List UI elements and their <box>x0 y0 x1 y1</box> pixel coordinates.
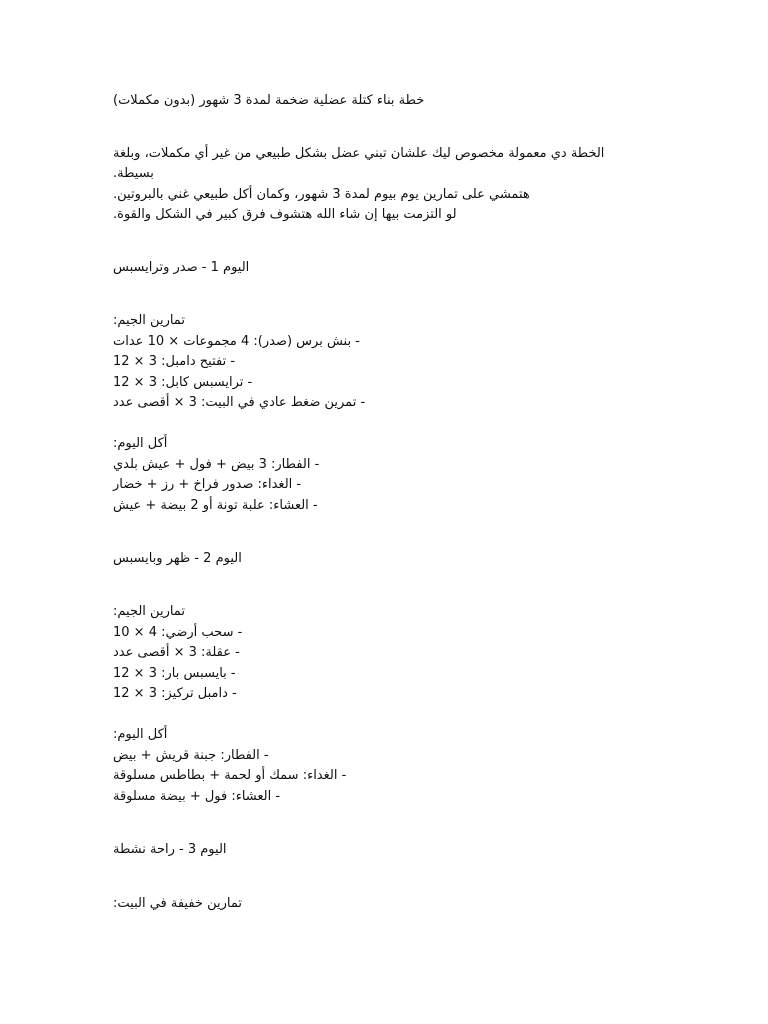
day2-gym-item: - دامبل تركيز: 3 × 12 <box>113 686 237 701</box>
day2-gym-item: - بايسبس بار: 3 × 12 <box>113 666 236 681</box>
intro-line-3: هتمشي على تمارين يوم بيوم لمدة 3 شهور، وكمان أكل طبيعي غني بالبروتين. <box>113 187 530 202</box>
day2-gym-item: - عقلة: 3 × أقصى عدد <box>113 645 240 660</box>
day3-home-heading: تمارين خفيفة في البيت: <box>113 896 242 911</box>
day2-gym-heading: تمارين الجيم: <box>113 604 185 619</box>
day1-gym-heading: تمارين الجيم: <box>113 313 185 328</box>
intro-line-4: لو التزمت بيها إن شاء الله هتشوف فرق كبير في الشكل والقوة. <box>113 207 457 222</box>
day1-gym-item: - تفتيح دامبل: 3 × 12 <box>113 354 236 369</box>
day2-food-item: - الغداء: سمك أو لحمة + بطاطس مسلوقة <box>113 768 347 783</box>
day2-heading: اليوم 2 - ظهر وبايسبس <box>113 551 242 566</box>
day1-food-item: - العشاء: علبة تونة أو 2 بيضة + عيش <box>113 498 318 513</box>
day1-gym-item: - تمرين ضغط عادي في البيت: 3 × أقصى عدد <box>113 395 366 410</box>
day1-food-item: - الفطار: 3 بيض + فول + عيش بلدي <box>113 457 320 472</box>
day1-food-heading: أكل اليوم: <box>113 436 168 451</box>
day2-gym-item: - سحب أرضي: 4 × 10 <box>113 625 243 640</box>
day2-food-heading: أكل اليوم: <box>113 727 168 742</box>
day1-gym-item: - بنش برس (صدر): 4 مجموعات × 10 عدات <box>113 334 360 349</box>
day1-gym-item: - ترايسبس كابل: 3 × 12 <box>113 375 253 390</box>
intro-line-2: بسيطة. <box>113 166 154 181</box>
day1-food-item: - الغداء: صدور فراخ + رز + خضار <box>113 477 302 492</box>
document-title: خطة بناء كتلة عضلية ضخمة لمدة 3 شهور (بدون مكملات) <box>113 93 425 108</box>
day2-food-item: - العشاء: فول + بيضة مسلوقة <box>113 789 281 804</box>
day2-food-item: - الفطار: جبنة قريش + بيض <box>113 748 269 763</box>
day1-heading: اليوم 1 - صدر وترايسبس <box>113 260 250 275</box>
intro-line-1: الخطة دي معمولة مخصوص ليك علشان تبني عضل بشكل طبيعي من غير أي مكملات، وبلغة <box>113 146 605 161</box>
day3-heading: اليوم 3 - راحة نشطة <box>113 842 227 857</box>
